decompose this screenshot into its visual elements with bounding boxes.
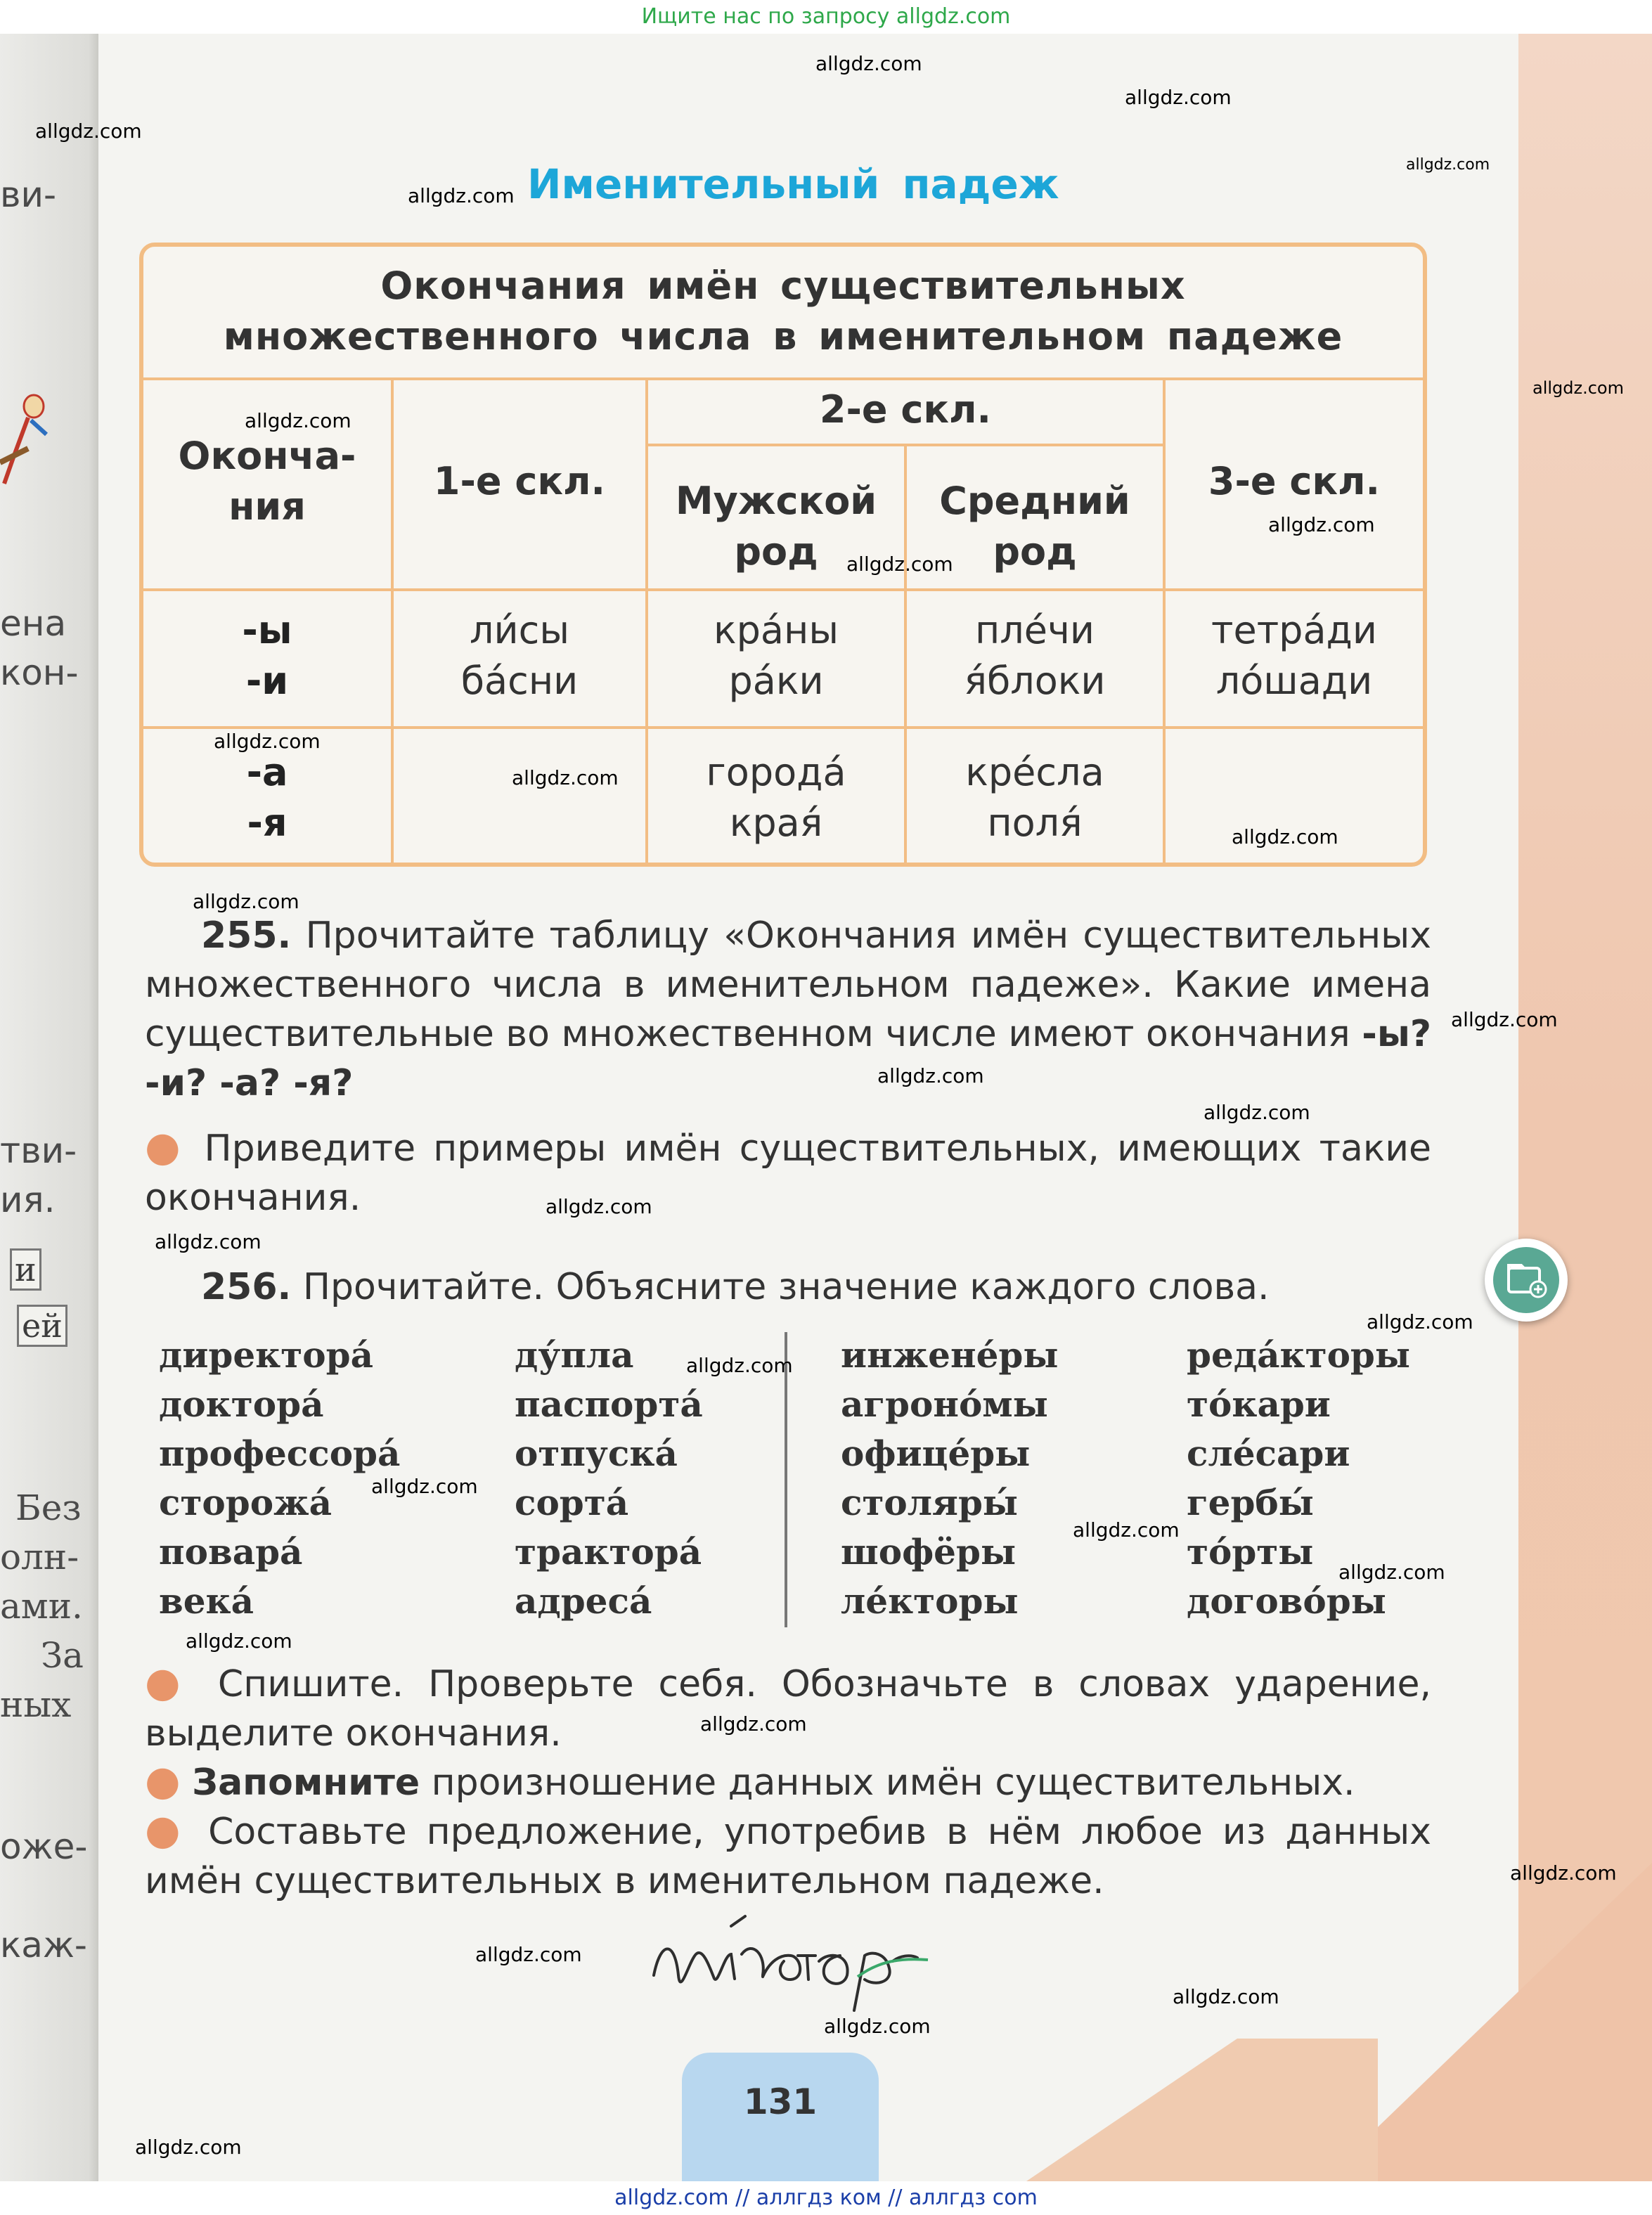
word: повара́: [159, 1531, 303, 1573]
left-fragment: ия.: [0, 1180, 56, 1220]
watermark: allgdz.com: [214, 730, 321, 753]
table-divider: [143, 588, 1423, 591]
add-to-collection-button[interactable]: [1485, 1239, 1568, 1322]
page-title: Именительный падеж: [527, 160, 1059, 208]
table-divider: [143, 726, 1423, 729]
watermark: allgdz.com: [512, 766, 619, 789]
header-masculine: Мужской род: [675, 479, 877, 574]
left-fragment: кон-: [0, 652, 79, 693]
watermark: allgdz.com: [155, 1230, 262, 1253]
word: офице́ры: [841, 1433, 1031, 1474]
watermark: allgdz.com: [186, 1629, 292, 1653]
watermark: allgdz.com: [1338, 1561, 1445, 1584]
word: догово́ры: [1187, 1580, 1386, 1622]
header-neuter: Средний род: [939, 479, 1130, 574]
watermark: allgdz.com: [408, 184, 515, 207]
table-cell: ли́сы ба́сни: [460, 608, 579, 703]
watermark: allgdz.com: [1125, 86, 1232, 109]
handwritten-word-icon: [647, 1912, 942, 2017]
header-decl1: 1-е скл.: [433, 459, 606, 503]
left-fragment: тви-: [0, 1130, 77, 1171]
table-heading-line: множественного числа в именительном падеже: [223, 314, 1343, 359]
word: инжене́ры: [841, 1334, 1059, 1376]
exercise-text: Прочитайте таблицу «Окончания имён существительных множественного числа в именительном падеже». Какие имена существительные во множественном числе имеют окончания: [145, 915, 1431, 1055]
watermark: allgdz.com: [1073, 1518, 1180, 1542]
word: доктора́: [159, 1383, 324, 1425]
left-letter-box: ей: [17, 1305, 67, 1347]
watermark: allgdz.com: [1232, 825, 1338, 848]
left-fragment: ами.: [0, 1586, 83, 1627]
left-fragment: ена: [0, 603, 67, 644]
watermark: allgdz.com: [1510, 1861, 1617, 1885]
left-fragment: каж-: [0, 1925, 87, 1965]
left-fragment: оже-: [0, 1826, 88, 1867]
left-fragment: олн-: [0, 1537, 79, 1577]
exercise-text: Прочитайте. Объясните значение каждого слова.: [302, 1266, 1270, 1308]
word: реда́кторы: [1187, 1334, 1411, 1376]
word: сорта́: [515, 1482, 629, 1523]
left-letter-box: и: [10, 1248, 41, 1291]
watermark: allgdz.com: [1268, 513, 1375, 536]
task-text: произношение данных имён существительных.: [420, 1762, 1355, 1804]
header-decl3: 3-е скл.: [1208, 459, 1381, 503]
bullet-icon: ●: [145, 1658, 193, 1706]
exercise-256-task: [145, 1658, 1431, 1758]
task-text: Спишите. Проверьте себя. Обозначьте в словах ударение, выделите окончания.: [145, 1663, 1432, 1755]
watermark: allgdz.com: [877, 1064, 984, 1087]
bullet-icon: ●: [145, 1123, 187, 1170]
watermark: allgdz.com: [245, 409, 351, 432]
top-banner[interactable]: Ищите нас по запросу allgdz.com: [0, 0, 1652, 34]
word: то́рты: [1187, 1531, 1314, 1573]
watermark: allgdz.com: [1173, 1985, 1279, 2008]
left-fragment: Без: [15, 1487, 82, 1528]
left-fragment: За: [41, 1635, 84, 1676]
watermark: allgdz.com: [686, 1354, 793, 1377]
word: гербы́: [1187, 1482, 1314, 1523]
table-cell: тетра́ди ло́шади: [1211, 608, 1377, 703]
watermark: allgdz.com: [824, 2015, 931, 2038]
table-heading-line: Окончания имён существительных: [380, 264, 1186, 308]
word: то́кари: [1187, 1383, 1331, 1425]
table-cell: кра́ны ра́ки: [714, 608, 839, 703]
bottom-banner[interactable]: allgdz.com // аллгдз ком // аллгдз com: [0, 2181, 1652, 2215]
task-text: Приведите примеры имён существительных, имеющих такие окончания.: [145, 1128, 1432, 1219]
page-edge-decoration: [1518, 34, 1652, 2181]
table-cell: города́ края́: [706, 750, 846, 845]
watermark: allgdz.com: [135, 2136, 242, 2159]
table-heading: [143, 261, 1423, 362]
word: века́: [159, 1580, 254, 1622]
watermark: allgdz.com: [1532, 378, 1624, 398]
exercise-256-task: [145, 1756, 1431, 1807]
bullet-icon: ●: [145, 1757, 181, 1804]
watermark: allgdz.com: [193, 890, 299, 913]
word: ле́кторы: [841, 1580, 1019, 1622]
word: профессора́: [159, 1433, 401, 1474]
word: агроно́мы: [841, 1383, 1048, 1425]
exercise-256: [145, 1263, 1431, 1312]
table-cell: кре́сла поля́: [965, 750, 1104, 845]
row-endings: -ы -и: [242, 608, 292, 703]
exercise-255: [145, 911, 1431, 1108]
header-endings: Оконча- ния: [178, 434, 356, 529]
page-number: 131: [682, 2053, 879, 2181]
watermark: allgdz.com: [1406, 156, 1490, 174]
word: сторожа́: [159, 1482, 332, 1523]
watermark: allgdz.com: [846, 553, 953, 576]
word: паспорта́: [515, 1383, 703, 1425]
watermark: allgdz.com: [371, 1475, 478, 1498]
endings-table: [139, 243, 1427, 867]
word: отпуска́: [515, 1433, 678, 1474]
task-text-bold: Запомните: [192, 1762, 420, 1804]
word: столяры́: [841, 1482, 1019, 1523]
folder-add-icon: [1493, 1247, 1559, 1313]
exercise-endings: -ы? -и? -а? -я?: [145, 1013, 1432, 1104]
watermark: allgdz.com: [700, 1712, 807, 1736]
word: трактора́: [515, 1531, 702, 1573]
left-fragment: ных: [0, 1684, 72, 1725]
character-illustration-icon: [0, 378, 49, 491]
word: сле́сари: [1187, 1433, 1350, 1474]
word: шофёры: [841, 1531, 1017, 1573]
word: ду́пла: [515, 1334, 634, 1376]
watermark: allgdz.com: [475, 1943, 582, 1966]
left-fragment: ви-: [0, 174, 57, 215]
table-divider: [143, 377, 1423, 380]
row-endings: -а -я: [246, 750, 288, 845]
exercise-256-task: [145, 1805, 1431, 1906]
exercise-255-task: [145, 1122, 1431, 1222]
table-cell: пле́чи я́блоки: [964, 608, 1106, 703]
watermark: allgdz.com: [35, 120, 142, 143]
exercise-number: 256.: [201, 1266, 292, 1308]
bullet-icon: ●: [145, 1806, 189, 1854]
word: адреса́: [515, 1580, 652, 1622]
watermark: allgdz.com: [1367, 1310, 1473, 1333]
watermark: allgdz.com: [546, 1195, 652, 1218]
task-text: Составьте предложение, употребив в нём любое из данных имён существительных в именительном падеже.: [145, 1811, 1432, 1902]
left-page-edge: [0, 34, 98, 2181]
word: директора́: [159, 1334, 373, 1376]
watermark: allgdz.com: [1451, 1008, 1558, 1031]
watermark: allgdz.com: [1203, 1101, 1310, 1124]
exercise-number: 255.: [201, 915, 292, 957]
header-decl2: 2-е скл.: [819, 387, 992, 432]
watermark: allgdz.com: [815, 52, 922, 75]
